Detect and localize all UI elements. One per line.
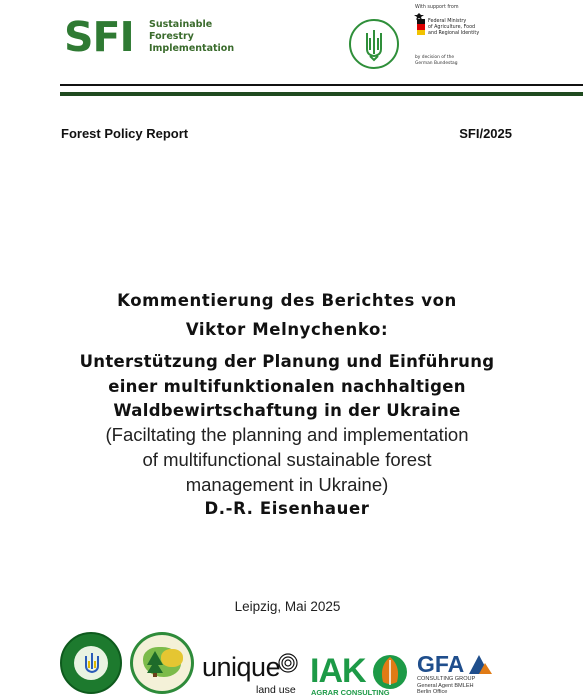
- sfi-logo-text: [149, 19, 234, 55]
- forestry-institute-seal-icon: [130, 632, 194, 694]
- iak-leaf-icon: [371, 652, 409, 692]
- sfi-logo: [64, 14, 234, 60]
- gfa-logo-word: GFA: [417, 651, 465, 677]
- unique-tree-rings-icon: [278, 653, 298, 673]
- header-divider-thick: [60, 92, 583, 96]
- sfi-logo-line-2: Forestry: [149, 31, 194, 42]
- funder-decision-text: by decision of the German Bundestag: [415, 55, 458, 66]
- unique-logo-subtitle: land use: [256, 684, 296, 696]
- funder-logo: [413, 5, 483, 71]
- sfi-logo-line-3: Implementation: [149, 43, 235, 54]
- german-flag-icon: [417, 19, 425, 35]
- sfi-logo-letters: SFI: [64, 13, 134, 61]
- funder-support-text: With support from: [415, 5, 459, 10]
- gfa-triangle-icon: [465, 652, 493, 676]
- iak-logo-subtitle: AGRAR CONSULTING: [311, 688, 390, 697]
- funder-ministry-text: Federal Ministry of Agriculture, Food and Regional Identity: [428, 19, 480, 36]
- title-line-2: Viktor Melnychenko:: [185, 320, 389, 339]
- title-line-4: einer multifunktionalen nachhaltigen: [108, 377, 466, 396]
- title-line-3: Unterstützung der Planung und Einführung: [79, 352, 495, 371]
- ukraine-trident-emblem-icon: [348, 18, 400, 70]
- gfa-logo-subtitle: CONSULTING GROUP General Agent BMLEH Berlin Office: [417, 676, 476, 695]
- sfi-logo-line-1: Sustainable: [149, 19, 213, 30]
- report-number: SFI/2025: [459, 126, 512, 141]
- title-line-5: Waldbewirtschaftung in der Ukraine: [113, 401, 461, 420]
- place-date: Leipzig, Mai 2025: [234, 599, 341, 614]
- unique-logo-word: unique: [202, 652, 281, 682]
- english-title-line-2: of multifunctional sustainable forest: [142, 449, 432, 470]
- ukraine-forestry-seal-icon: [60, 632, 122, 694]
- author: D.-R. Eisenhauer: [204, 499, 370, 518]
- iak-logo-word: IAK: [310, 652, 366, 690]
- title-line-1: Kommentierung des Berichtes von: [117, 291, 457, 310]
- header-divider-thin: [60, 84, 583, 86]
- report-type: Forest Policy Report: [61, 126, 189, 141]
- english-title-line-1: (Faciltating the planning and implementation: [105, 424, 469, 445]
- english-title-line-3: management in Ukraine): [185, 474, 389, 495]
